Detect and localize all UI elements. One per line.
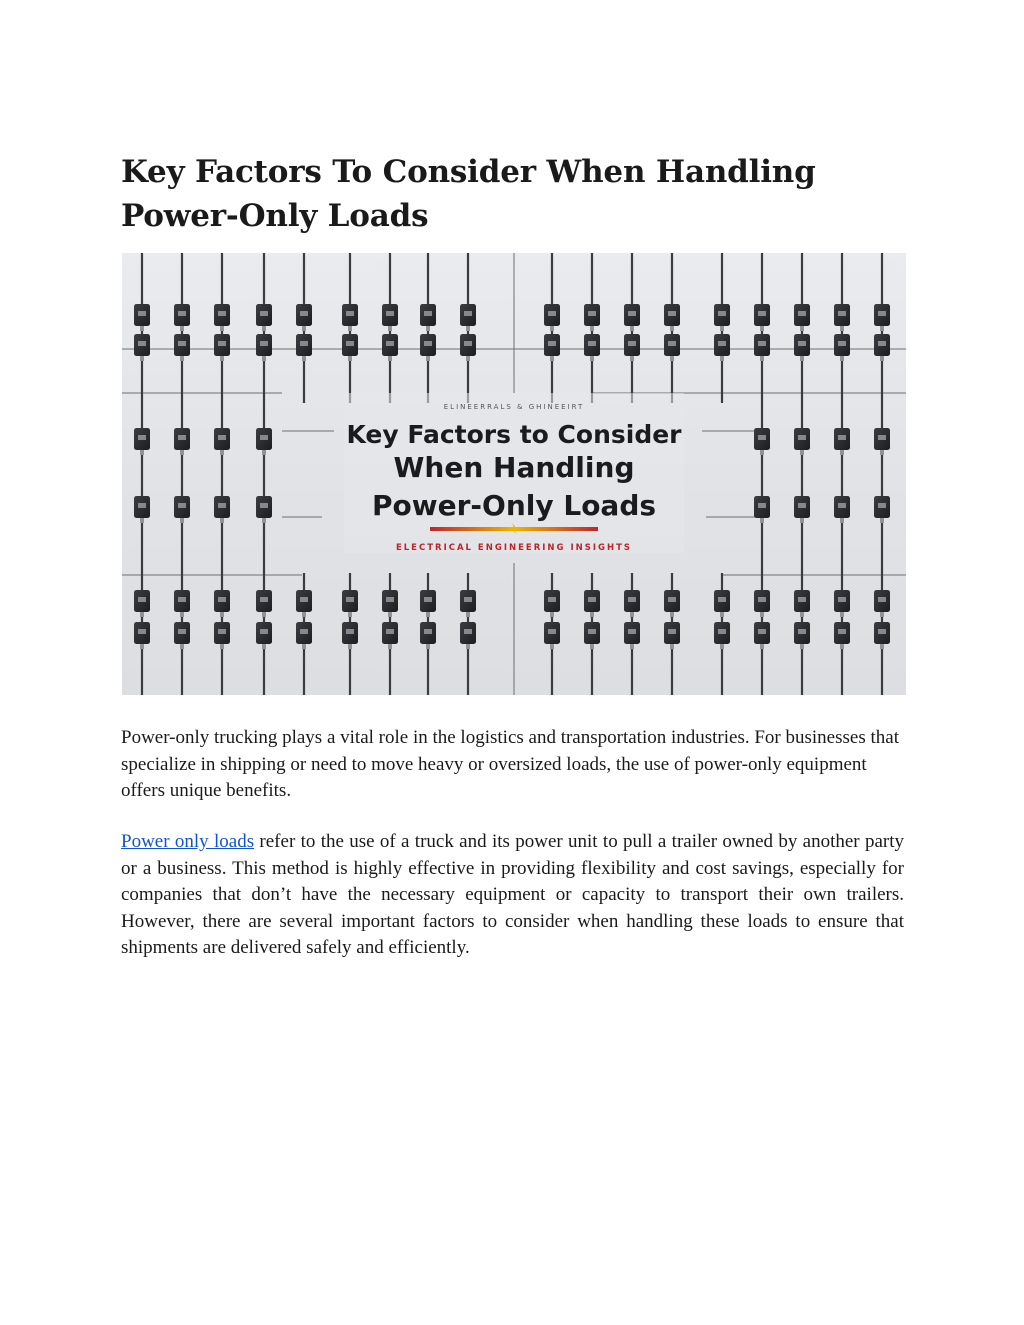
module-label xyxy=(628,629,636,634)
module-connector xyxy=(630,612,634,617)
module-connector xyxy=(302,612,306,617)
module-label xyxy=(178,435,186,440)
module-label xyxy=(424,597,432,602)
module-connector xyxy=(760,326,764,331)
module-label xyxy=(668,311,676,316)
module-label xyxy=(798,629,806,634)
module-label xyxy=(838,341,846,346)
module-connector xyxy=(550,644,554,649)
module-connector xyxy=(880,612,884,617)
module-label xyxy=(798,503,806,508)
module-connector xyxy=(140,326,144,331)
module-connector xyxy=(670,326,674,331)
module-connector xyxy=(262,326,266,331)
module-label xyxy=(548,311,556,316)
hero-subtitle: ELECTRICAL ENGINEERING INSIGHTS xyxy=(395,543,633,553)
module-connector xyxy=(590,612,594,617)
module-label xyxy=(878,597,886,602)
module-label xyxy=(346,597,354,602)
module-label xyxy=(300,629,308,634)
module-connector xyxy=(388,326,392,331)
module-label xyxy=(878,435,886,440)
module-connector xyxy=(590,356,594,361)
module-connector xyxy=(720,356,724,361)
module-connector xyxy=(466,356,470,361)
module-label xyxy=(424,629,432,634)
module-connector xyxy=(760,612,764,617)
module-label xyxy=(628,341,636,346)
module-connector xyxy=(302,644,306,649)
module-connector xyxy=(760,450,764,455)
module-label xyxy=(386,311,394,316)
power-only-loads-link[interactable]: Power only loads xyxy=(121,831,255,852)
module-connector xyxy=(630,356,634,361)
module-connector xyxy=(262,518,266,523)
module-label xyxy=(260,503,268,508)
module-connector xyxy=(348,326,352,331)
module-connector xyxy=(220,612,224,617)
module-connector xyxy=(550,356,554,361)
module-connector xyxy=(180,518,184,523)
page-title: Key Factors To Consider When Handling Power-Only Loads xyxy=(121,154,816,234)
module-connector xyxy=(800,450,804,455)
module-connector xyxy=(590,644,594,649)
module-connector xyxy=(180,450,184,455)
module-label xyxy=(878,503,886,508)
module-label xyxy=(758,435,766,440)
module-label xyxy=(758,311,766,316)
module-connector xyxy=(220,518,224,523)
module-connector xyxy=(180,356,184,361)
module-label xyxy=(798,435,806,440)
module-label xyxy=(588,597,596,602)
module-label xyxy=(464,311,472,316)
module-label xyxy=(138,341,146,346)
module-connector xyxy=(388,644,392,649)
module-connector xyxy=(426,326,430,331)
module-label xyxy=(878,629,886,634)
module-label xyxy=(218,311,226,316)
module-label xyxy=(628,311,636,316)
module-connector xyxy=(840,356,844,361)
module-label xyxy=(758,597,766,602)
module-label xyxy=(548,341,556,346)
module-label xyxy=(838,311,846,316)
module-connector xyxy=(550,326,554,331)
hero-headline-1: Key Factors to Consider xyxy=(346,420,682,449)
module-label xyxy=(138,597,146,602)
module-label xyxy=(260,341,268,346)
module-connector xyxy=(140,450,144,455)
module-label xyxy=(464,597,472,602)
module-connector xyxy=(140,518,144,523)
module-label xyxy=(178,311,186,316)
definition-paragraph-text: refer to the use of a truck and its power unit to pull a trailer owned by another party or a business. This method is highly effective in providing flexibility and cost savings, especially for companies that don’t have the necessary equipment or capacity to transport their own trailers. However, there are several important factors to consider when handling these loads to ensure that shipments are delivered safely and efficiently. xyxy=(121,831,904,958)
module-label xyxy=(628,597,636,602)
module-label xyxy=(386,341,394,346)
module-connector xyxy=(426,644,430,649)
module-connector xyxy=(348,612,352,617)
module-connector xyxy=(800,644,804,649)
definition-paragraph xyxy=(121,829,904,962)
module-connector xyxy=(388,612,392,617)
module-connector xyxy=(466,326,470,331)
module-label xyxy=(346,629,354,634)
module-label xyxy=(798,341,806,346)
module-label xyxy=(668,597,676,602)
module-connector xyxy=(466,612,470,617)
module-connector xyxy=(348,356,352,361)
module-connector xyxy=(840,518,844,523)
module-label xyxy=(218,629,226,634)
module-label xyxy=(464,341,472,346)
module-connector xyxy=(630,326,634,331)
hero-text-block xyxy=(344,393,684,553)
module-label xyxy=(178,629,186,634)
module-label xyxy=(346,341,354,346)
module-label xyxy=(218,341,226,346)
module-label xyxy=(838,629,846,634)
module-connector xyxy=(720,326,724,331)
module-connector xyxy=(220,450,224,455)
module-connector xyxy=(670,612,674,617)
hero-headline-2: When Handling xyxy=(393,451,635,484)
module-connector xyxy=(180,326,184,331)
module-label xyxy=(260,311,268,316)
hero-headline-3: Power-Only Loads xyxy=(371,489,657,522)
module-connector xyxy=(720,644,724,649)
module-label xyxy=(718,341,726,346)
module-label xyxy=(758,341,766,346)
module-connector xyxy=(800,356,804,361)
module-label xyxy=(260,629,268,634)
module-label xyxy=(588,341,596,346)
module-connector xyxy=(880,450,884,455)
module-label xyxy=(668,341,676,346)
module-label xyxy=(178,341,186,346)
module-connector xyxy=(220,644,224,649)
module-connector xyxy=(302,326,306,331)
module-label xyxy=(138,503,146,508)
module-label xyxy=(758,503,766,508)
module-connector xyxy=(800,518,804,523)
module-connector xyxy=(720,612,724,617)
module-connector xyxy=(800,612,804,617)
module-label xyxy=(718,629,726,634)
module-connector xyxy=(800,326,804,331)
module-label xyxy=(588,311,596,316)
module-connector xyxy=(140,356,144,361)
module-label xyxy=(588,629,596,634)
module-label xyxy=(300,311,308,316)
hero-image xyxy=(122,253,906,695)
module-connector xyxy=(426,612,430,617)
module-connector xyxy=(388,356,392,361)
module-label xyxy=(718,311,726,316)
module-connector xyxy=(880,644,884,649)
module-connector xyxy=(180,644,184,649)
module-label xyxy=(260,435,268,440)
module-label xyxy=(178,503,186,508)
module-label xyxy=(138,629,146,634)
module-connector xyxy=(760,644,764,649)
module-connector xyxy=(880,518,884,523)
module-connector xyxy=(466,644,470,649)
module-label xyxy=(758,629,766,634)
module-connector xyxy=(840,644,844,649)
module-label xyxy=(668,629,676,634)
module-label xyxy=(300,597,308,602)
module-connector xyxy=(140,612,144,617)
module-label xyxy=(878,341,886,346)
module-connector xyxy=(262,644,266,649)
module-connector xyxy=(550,612,554,617)
module-connector xyxy=(590,326,594,331)
module-connector xyxy=(880,326,884,331)
module-label xyxy=(838,435,846,440)
module-label xyxy=(878,311,886,316)
module-label xyxy=(300,341,308,346)
module-connector xyxy=(180,612,184,617)
module-label xyxy=(218,597,226,602)
module-connector xyxy=(262,356,266,361)
module-label xyxy=(138,435,146,440)
module-label xyxy=(548,629,556,634)
module-connector xyxy=(262,450,266,455)
module-connector xyxy=(220,326,224,331)
module-label xyxy=(424,311,432,316)
module-label xyxy=(424,341,432,346)
module-connector xyxy=(760,356,764,361)
module-connector xyxy=(630,644,634,649)
module-label xyxy=(260,597,268,602)
module-connector xyxy=(840,326,844,331)
module-connector xyxy=(140,644,144,649)
module-label xyxy=(838,503,846,508)
module-connector xyxy=(302,356,306,361)
module-connector xyxy=(760,518,764,523)
module-label xyxy=(386,597,394,602)
module-label xyxy=(386,629,394,634)
module-label xyxy=(798,311,806,316)
module-connector xyxy=(348,644,352,649)
module-connector xyxy=(880,356,884,361)
intro-paragraph: Power-only trucking plays a vital role in the logistics and transportation industries. For businesses that specialize in shipping or need to move heavy or oversized loads, the use of power-only equipment offers unique benefits. xyxy=(121,727,899,801)
module-connector xyxy=(670,644,674,649)
module-label xyxy=(464,629,472,634)
module-label xyxy=(838,597,846,602)
module-label xyxy=(218,435,226,440)
module-label xyxy=(798,597,806,602)
module-label xyxy=(548,597,556,602)
module-label xyxy=(138,311,146,316)
module-label xyxy=(346,311,354,316)
module-label xyxy=(178,597,186,602)
module-label xyxy=(718,597,726,602)
module-connector xyxy=(670,356,674,361)
module-connector xyxy=(220,356,224,361)
module-label xyxy=(218,503,226,508)
hero-small-caps: ELINEERRALS & GHINEEIRT xyxy=(443,403,585,411)
hero-illustration xyxy=(122,253,906,695)
module-connector xyxy=(840,450,844,455)
module-connector xyxy=(426,356,430,361)
module-connector xyxy=(840,612,844,617)
module-connector xyxy=(262,612,266,617)
